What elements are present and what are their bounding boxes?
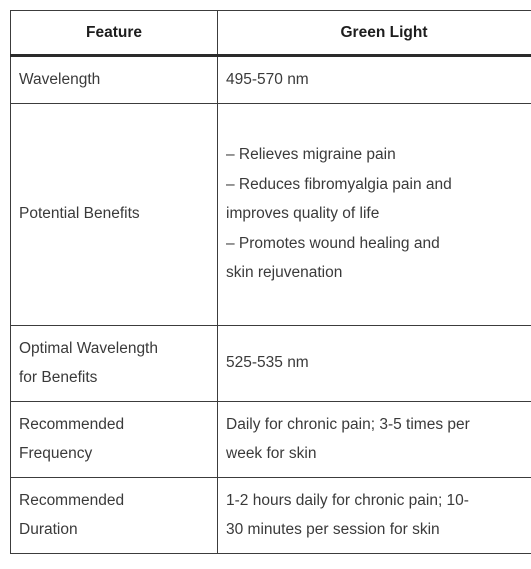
value-line: – Reduces fibromyalgia pain and (226, 175, 452, 193)
value-cell (218, 402, 531, 478)
header-green-light: Green Light (218, 11, 531, 56)
table-row (11, 104, 531, 326)
value-line: skin rejuvenation (226, 264, 343, 282)
feature-cell: Wavelength (11, 56, 218, 104)
feature-line: for Benefits (19, 369, 98, 386)
header-feature: Feature (11, 11, 218, 56)
green-light-table (10, 10, 531, 554)
value-cell (218, 104, 531, 326)
table-row (11, 56, 531, 104)
feature-line: Duration (19, 521, 78, 538)
value-line: 1-2 hours daily for chronic pain; 10- (226, 491, 469, 509)
feature-cell (11, 326, 218, 402)
value-line: Daily for chronic pain; 3-5 times per (226, 415, 470, 433)
comparison-table-container (10, 10, 531, 554)
value-line: 525-535 nm (226, 354, 309, 372)
value-line: – Promotes wound healing and (226, 234, 440, 252)
value-line: improves quality of life (226, 205, 380, 223)
feature-line: Optimal Wavelength (19, 339, 158, 357)
value-line: 30 minutes per session for skin (226, 521, 440, 538)
value-cell (218, 326, 531, 402)
feature-line: Recommended (19, 491, 125, 509)
value-line: week for skin (226, 445, 317, 462)
value-cell (218, 478, 531, 554)
feature-line: Frequency (19, 445, 93, 462)
value-cell (218, 56, 531, 104)
table-header-row (11, 11, 531, 56)
table-row (11, 402, 531, 478)
feature-cell (11, 478, 218, 554)
feature-cell: Potential Benefits (11, 104, 218, 326)
table-row (11, 326, 531, 402)
feature-line: Recommended (19, 415, 125, 433)
feature-cell (11, 402, 218, 478)
value-line: – Relieves migraine pain (226, 146, 396, 164)
value-line: 495-570 nm (226, 70, 309, 88)
table-row (11, 478, 531, 554)
